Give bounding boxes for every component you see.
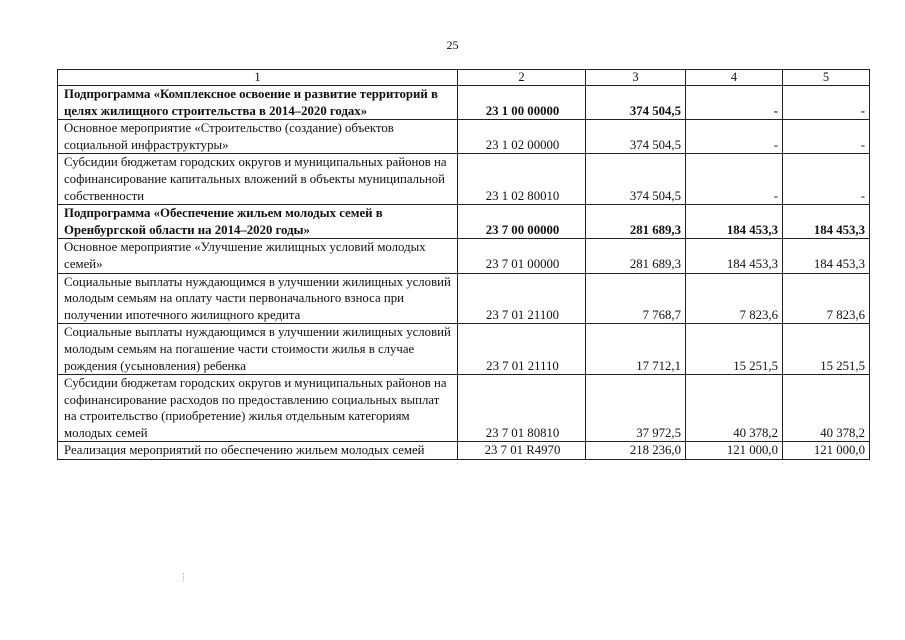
row-value-col5: 121 000,0 xyxy=(783,442,870,460)
table-body xyxy=(58,86,870,460)
row-value-col5: 15 251,5 xyxy=(783,324,870,375)
row-name: Подпрограмма «Комплексное освоение и развитие территорий в целях жилищного строительства в 2014–2020 годах» xyxy=(58,86,458,120)
table-row xyxy=(58,375,870,442)
table-row xyxy=(58,442,870,460)
row-code: 23 1 02 00000 xyxy=(458,120,586,154)
table-row xyxy=(58,239,870,273)
row-value-col3: 374 504,5 xyxy=(586,120,686,154)
row-value-col5: 184 453,3 xyxy=(783,239,870,273)
header-col-2: 2 xyxy=(458,70,586,86)
row-code: 23 7 01 21100 xyxy=(458,273,586,324)
row-value-col3: 37 972,5 xyxy=(586,375,686,442)
header-col-5: 5 xyxy=(783,70,870,86)
header-col-4: 4 xyxy=(686,70,783,86)
row-code: 23 7 01 80810 xyxy=(458,375,586,442)
row-code: 23 7 01 00000 xyxy=(458,239,586,273)
table-row xyxy=(58,324,870,375)
row-code: 23 7 01 R4970 xyxy=(458,442,586,460)
row-name: Основное мероприятие «Улучшение жилищных условий молодых семей» xyxy=(58,239,458,273)
row-value-col3: 281 689,3 xyxy=(586,205,686,239)
row-value-col4: 184 453,3 xyxy=(686,205,783,239)
header-col-3: 3 xyxy=(586,70,686,86)
row-value-col3: 218 236,0 xyxy=(586,442,686,460)
row-value-col3: 374 504,5 xyxy=(586,86,686,120)
table-row xyxy=(58,205,870,239)
row-code: 23 7 00 00000 xyxy=(458,205,586,239)
row-name: Социальные выплаты нуждающимся в улучшении жилищных условий молодым семьям на погашение части стоимости жилья в случае рождения (усыновления) ребенка xyxy=(58,324,458,375)
table-header-row xyxy=(58,70,870,86)
row-name: Реализация мероприятий по обеспечению жильем молодых семей xyxy=(58,442,458,460)
header-col-1: 1 xyxy=(58,70,458,86)
row-value-col4: 15 251,5 xyxy=(686,324,783,375)
table-row xyxy=(58,273,870,324)
scan-mark xyxy=(183,573,185,581)
row-value-col5: - xyxy=(783,120,870,154)
row-value-col5: 7 823,6 xyxy=(783,273,870,324)
row-name: Подпрограмма «Обеспечение жильем молодых семей в Оренбургской области на 2014–2020 годы» xyxy=(58,205,458,239)
budget-table xyxy=(57,69,870,460)
row-value-col4: 184 453,3 xyxy=(686,239,783,273)
row-name: Основное мероприятие «Строительство (создание) объектов социальной инфраструктуры» xyxy=(58,120,458,154)
row-value-col4: - xyxy=(686,120,783,154)
page-number: 25 xyxy=(446,38,459,52)
row-value-col4: - xyxy=(686,154,783,205)
row-value-col4: - xyxy=(686,86,783,120)
table-row xyxy=(58,120,870,154)
row-value-col3: 7 768,7 xyxy=(586,273,686,324)
row-name: Субсидии бюджетам городских округов и муниципальных районов на софинансирование капитальных вложений в объекты муниципальной собственности xyxy=(58,154,458,205)
row-value-col5: 184 453,3 xyxy=(783,205,870,239)
row-code: 23 1 02 80010 xyxy=(458,154,586,205)
row-value-col5: - xyxy=(783,86,870,120)
row-value-col5: 40 378,2 xyxy=(783,375,870,442)
row-value-col4: 7 823,6 xyxy=(686,273,783,324)
row-value-col3: 281 689,3 xyxy=(586,239,686,273)
row-name: Субсидии бюджетам городских округов и муниципальных районов на софинансирование расходов по предоставлению социальных выплат на строительство (приобретение) жилья отдельным категориям молодых семей xyxy=(58,375,458,442)
table-row xyxy=(58,86,870,120)
row-name: Социальные выплаты нуждающимся в улучшении жилищных условий молодым семьям на оплату части первоначального взноса при получении ипотечного жилищного кредита xyxy=(58,273,458,324)
table-row xyxy=(58,154,870,205)
row-value-col4: 40 378,2 xyxy=(686,375,783,442)
row-value-col3: 17 712,1 xyxy=(586,324,686,375)
row-code: 23 7 01 21110 xyxy=(458,324,586,375)
row-code: 23 1 00 00000 xyxy=(458,86,586,120)
row-value-col3: 374 504,5 xyxy=(586,154,686,205)
row-value-col5: - xyxy=(783,154,870,205)
row-value-col4: 121 000,0 xyxy=(686,442,783,460)
